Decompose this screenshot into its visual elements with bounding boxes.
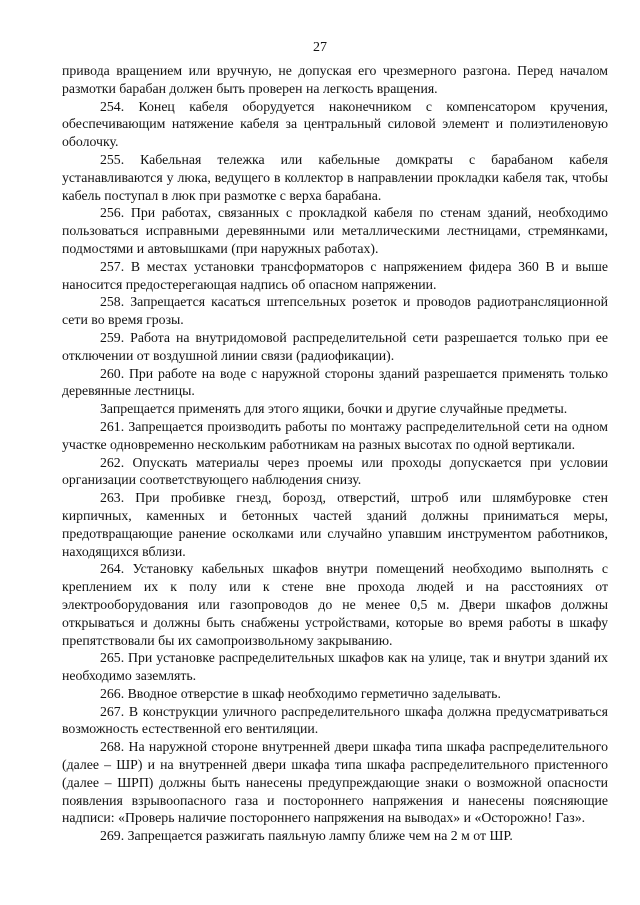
document-body	[62, 62, 608, 845]
paragraph-260: 260. При работе на воде с наружной стороны зданий разрешается применять только деревянные лестницы.	[62, 365, 608, 399]
paragraph-254: 254. Конец кабеля оборудуется наконечником с компенсатором кручения, обеспечивающим натяжение кабеля за центральный силовой элемент и полиэтиленовую оболочку.	[62, 98, 608, 150]
paragraph-267: 267. В конструкции уличного распределительного шкафа должна предусматриваться возможность естественной его вентиляции.	[62, 703, 608, 737]
paragraph-continued: привода вращением или вручную, не допуская его чрезмерного разгона. Перед началом размотки барабан должен быть проверен на легкость вращения.	[62, 63, 608, 96]
paragraph-266: 266. Вводное отверстие в шкаф необходимо герметично заделывать.	[100, 685, 501, 701]
paragraph-264: 264. Установку кабельных шкафов внутри помещений необходимо выполнять с креплением их к полу или к стене вне прохода людей и на расстояниях от электрооборудования или газопроводов до не менее 0,5 м. Двери шкафов должны открываться и должны быть снабжены устройствами, которые во время работы в шкафу препятствовали бы их самопроизвольному закрыванию.	[62, 561, 608, 648]
paragraph-260-note: Запрещается применять для этого ящики, бочки и другие случайные предметы.	[100, 401, 568, 417]
paragraph-258: 258. Запрещается касаться штепсельных розеток и проводов радиотрансляционной сети во время грозы.	[62, 294, 608, 328]
paragraph-263: 263. При пробивке гнезд, борозд, отверстий, штроб или шлямбуровке стен кирпичных, каменных и бетонных частей зданий должны приниматься меры, предотвращающие ранение осколками или случайно упавшим инструментом работников, находящихся вблизи.	[62, 490, 608, 559]
paragraph-256: 256. При работах, связанных с прокладкой кабеля по стенам зданий, необходимо пользоваться исправными деревянными или металлическими лестницами, стремянками, подмостями и автовышками (при наружных работах).	[62, 205, 608, 256]
paragraph-269: 269. Запрещается разжигать паяльную лампу ближе чем на 2 м от ШР.	[100, 828, 513, 844]
paragraph-265: 265. При установке распределительных шкафов как на улице, так и внутри зданий их необходимо заземлять.	[62, 650, 608, 684]
paragraph-259: 259. Работа на внутридомовой распределительной сети разрешается только при ее отключении от воздушной линии связи (радиофикации).	[62, 329, 608, 363]
page-number: 27	[313, 40, 327, 55]
paragraph-261: 261. Запрещается производить работы по монтажу распределительной сети на одном участке одновременно нескольким работникам на разных высотах по одной вертикали.	[62, 418, 608, 452]
paragraph-257: 257. В местах установки трансформаторов с напряжением фидера 360 В и выше наносится предостерегающая надпись об опасном напряжении.	[62, 258, 608, 292]
paragraph-262: 262. Опускать материалы через проемы или проходы допускается при условии организации соответствующего наблюдения снизу.	[62, 454, 608, 488]
paragraph-255: 255. Кабельная тележка или кабельные домкраты с барабаном кабеля устанавливаются у люка, ведущего в коллектор в направлении прокладки кабеля так, чтобы кабель поступал в люк при размотке с верха барабана.	[62, 151, 608, 203]
paragraph-268: 268. На наружной стороне внутренней двери шкафа типа шкафа распределительного (далее – ШР) и на внутренней двери шкафа типа шкафа распределительного пристенного (далее – ШРП) должны быть нанесены предупреждающие знаки о возможной опасности появления взрывоопасного газа и постороннего напряжения и нанесены поясняющие надписи: «Проверь наличие постороннего напряжения на выводах» и «Осторожно! Газ».	[62, 739, 608, 826]
